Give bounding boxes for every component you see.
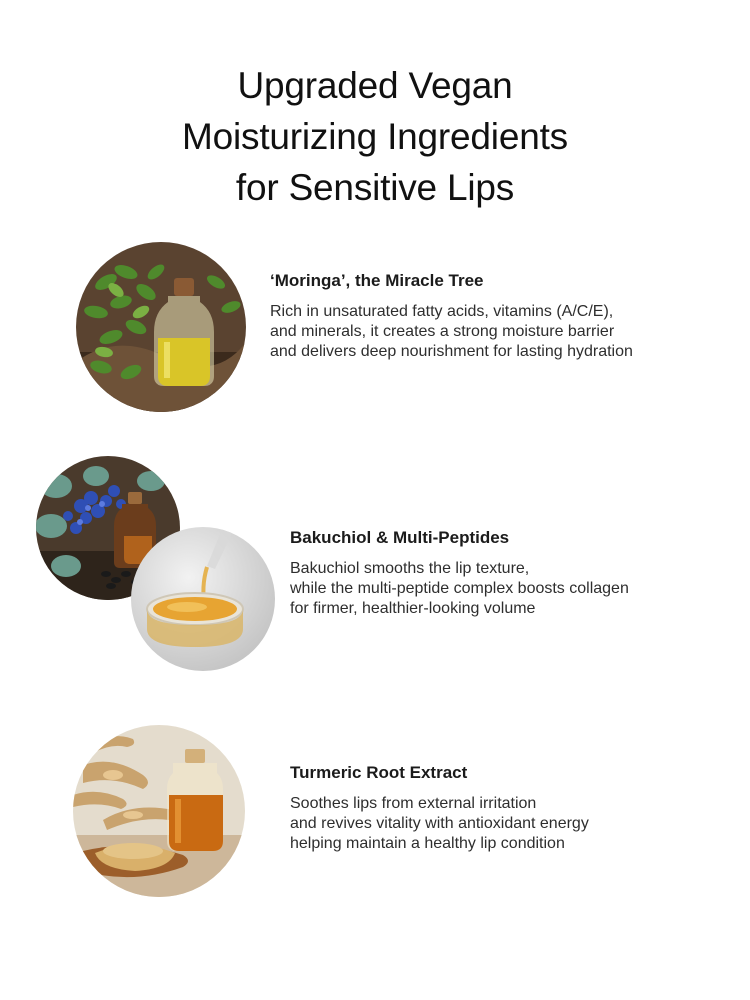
- bakuchiol-description: [290, 559, 740, 619]
- bakuchiol-description-line-3: for firmer, healthier-looking volume: [290, 600, 536, 617]
- moringa-description-line-3: and delivers deep nourishment for lasting hydration: [270, 343, 633, 360]
- moringa-description-line-2: and minerals, it creates a strong moisture barrier: [270, 323, 615, 340]
- moringa-title: ‘Moringa’, the Miracle Tree: [270, 271, 484, 290]
- page-title-line-1: Upgraded Vegan: [237, 65, 513, 106]
- bakuchiol-title: Bakuchiol & Multi-Peptides: [290, 528, 510, 547]
- page-title-line-2: Moisturizing Ingredients: [182, 116, 568, 157]
- turmeric-description-line-2: and revives vitality with antioxidant energy: [290, 815, 589, 832]
- moringa-text-block: [270, 270, 740, 362]
- moringa-oil-image: [76, 242, 246, 412]
- page-title-line-3: for Sensitive Lips: [235, 167, 515, 208]
- bakuchiol-description-line-1: Bakuchiol smooths the lip texture,: [290, 560, 530, 577]
- turmeric-description: [290, 794, 740, 854]
- turmeric-title: Turmeric Root Extract: [290, 763, 468, 782]
- turmeric-description-line-3: helping maintain a healthy lip condition: [290, 835, 565, 852]
- page-title: [0, 60, 750, 213]
- bakuchiol-description-line-2: while the multi-peptide complex boosts collagen: [290, 580, 629, 597]
- moringa-description: [270, 302, 740, 362]
- moringa-description-line-1: Rich in unsaturated fatty acids, vitamins (A/C/E),: [270, 303, 614, 320]
- bakuchiol-text-block: [290, 527, 740, 619]
- turmeric-root-image: [73, 725, 245, 897]
- turmeric-text-block: [290, 762, 740, 854]
- peptide-serum-image: [131, 527, 275, 671]
- turmeric-description-line-1: Soothes lips from external irritation: [290, 795, 537, 812]
